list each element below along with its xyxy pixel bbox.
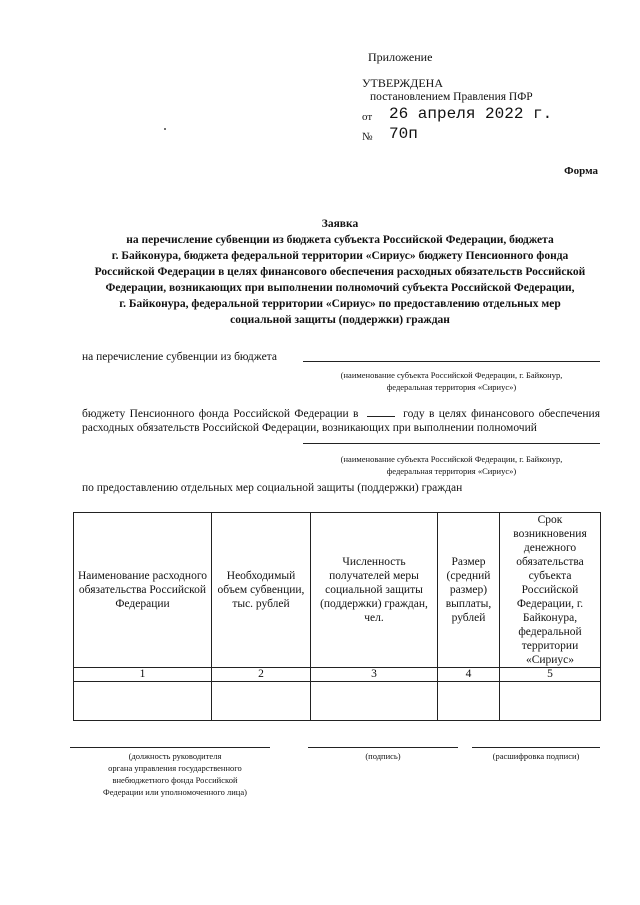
column-header: Численность получателей меры социальной защиты (поддержки) граждан, чел. <box>311 513 438 668</box>
column-header: Срок возникновения денежного обязательства субъекта Российской Федерации, г. Байконура, федеральной территории «Сириус» <box>500 513 601 668</box>
number-prefix: № <box>362 131 373 143</box>
title-line: на перечисление субвенции из бюджета субъекта Российской Федерации, бюджета <box>126 234 554 246</box>
column-number: 4 <box>438 668 500 682</box>
paragraph-part: бюджету Пенсионного фонда Российской Федерации в <box>82 408 359 420</box>
social-support-text: по предоставлению отдельных мер социальной защиты (поддержки) граждан <box>82 482 463 494</box>
paragraph-part: году в целях финансового обеспечения расходных обязательств Российской Федерации, возникающих при выполнении полномочий <box>82 408 600 434</box>
title-line: г. Байконура, федеральной территории «Сириус» по предоставлению отдельных мер <box>119 298 561 310</box>
title-line: Федерации, возникающих при выполнении полномочий субъекта Российской Федерации, <box>105 282 575 294</box>
appendix-label: Приложение <box>368 50 433 64</box>
position-note: (должность руководителя органа управления государственного внебюджетного фонда Российской Федерации или уполномоченного лица) <box>103 751 247 797</box>
subvention-from-text: на перечисление субвенции из бюджета <box>82 351 277 363</box>
column-number: 5 <box>500 668 601 682</box>
column-header: Наименование расходного обязательства Российской Федерации <box>74 513 212 668</box>
budget-name-note: (наименование субъекта Российской Федерации, г. Байконур, федеральная территория «Сириус») <box>340 370 563 392</box>
table-row <box>74 682 601 721</box>
table-cell[interactable] <box>311 682 438 721</box>
year-field[interactable] <box>367 406 395 417</box>
table-cell[interactable] <box>500 682 601 721</box>
title-line: г. Байконура, бюджета федеральной территории «Сириус» бюджету Пенсионного фонда <box>111 250 569 262</box>
column-number: 3 <box>311 668 438 682</box>
budget-name-field[interactable] <box>303 361 600 362</box>
form-label: Форма <box>564 165 598 177</box>
title-line: социальной защиты (поддержки) граждан <box>230 314 450 326</box>
subvention-table <box>73 512 601 721</box>
decree-label: постановлением Правления ПФР <box>370 91 533 103</box>
column-number-row <box>74 668 601 682</box>
column-number: 1 <box>74 668 212 682</box>
table-cell[interactable] <box>212 682 311 721</box>
table-cell[interactable] <box>438 682 500 721</box>
decoding-note: (расшифровка подписи) <box>492 751 580 761</box>
decoding-field[interactable] <box>472 747 600 748</box>
title-word: Заявка <box>321 218 359 230</box>
signature-note: (подпись) <box>365 751 401 761</box>
table-header-row <box>74 513 601 668</box>
pension-fund-paragraph <box>82 406 600 435</box>
position-field[interactable] <box>70 747 270 748</box>
document-title <box>60 216 620 328</box>
scan-speck <box>164 128 166 130</box>
approval-date: 26 апреля 2022 г. <box>389 105 553 123</box>
title-line: Российской Федерации в целях финансового обеспечения расходных обязательств Российской <box>94 266 586 278</box>
approved-label: УТВЕРЖДЕНА <box>362 76 444 90</box>
approval-number: 70п <box>389 125 418 143</box>
table-cell[interactable] <box>74 682 212 721</box>
column-header: Необходимый объем субвенции, тыс. рублей <box>212 513 311 668</box>
authority-name-field[interactable] <box>303 443 600 444</box>
date-prefix: от <box>362 111 373 123</box>
column-header: Размер (средний размер) выплаты, рублей <box>438 513 500 668</box>
authority-name-note: (наименование субъекта Российской Федерации, г. Байконур, федеральная территория «Сириус») <box>340 454 563 476</box>
signature-field[interactable] <box>308 747 458 748</box>
column-number: 2 <box>212 668 311 682</box>
